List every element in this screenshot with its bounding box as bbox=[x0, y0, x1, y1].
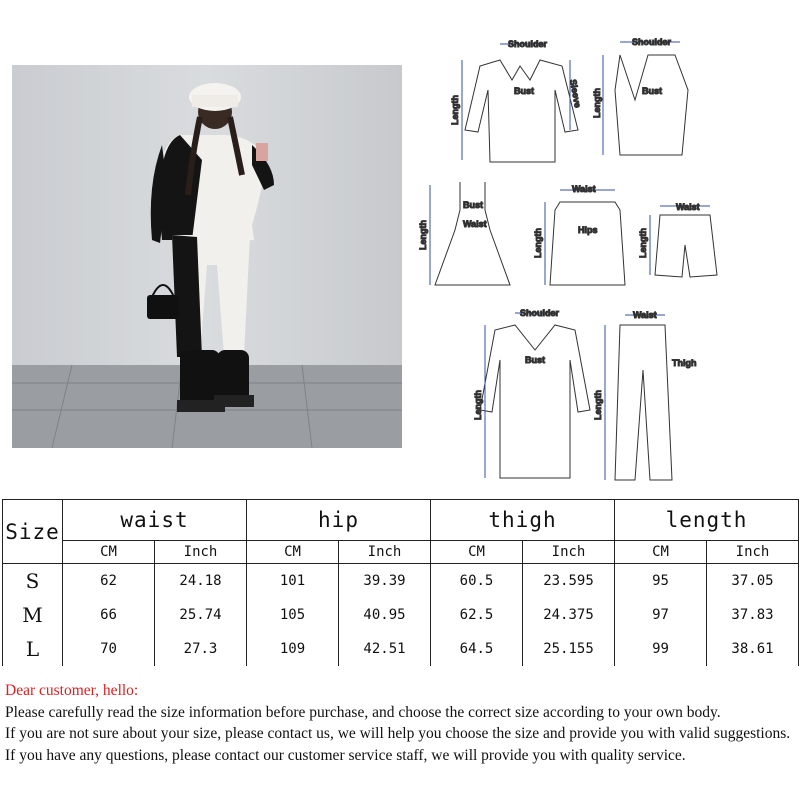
table-cell: 40.95 bbox=[339, 598, 431, 632]
table-cell: 25.74 bbox=[155, 598, 247, 632]
size-label: L bbox=[3, 632, 63, 666]
pants-diagram bbox=[593, 310, 697, 480]
table-cell: 109 bbox=[247, 632, 339, 666]
table-row bbox=[3, 598, 799, 632]
note-line: If you have any questions, please contact our customer service staff, we will provide you with quality service. bbox=[5, 746, 686, 764]
table-cell: 64.5 bbox=[431, 632, 523, 666]
unit-cm: CM bbox=[247, 541, 339, 564]
shorts-waist-label: Waist bbox=[676, 202, 700, 212]
skirt-waist-label: Waist bbox=[572, 184, 596, 194]
shirt-shoulder-label: Shoulder bbox=[508, 39, 548, 49]
note-line: Please carefully read the size information before purchase, and choose the correct size according to your own body. bbox=[5, 703, 721, 721]
table-cell: 101 bbox=[247, 564, 339, 599]
unit-cm: CM bbox=[63, 541, 155, 564]
skirt-length-label: Length bbox=[533, 228, 543, 258]
pants-thigh-label: Thigh bbox=[672, 358, 697, 368]
table-row bbox=[3, 632, 799, 666]
shorts-diagram bbox=[638, 202, 717, 277]
size-table-units-row bbox=[3, 541, 799, 564]
shirt-length-label: Length bbox=[450, 95, 460, 125]
dress-bust-label: Bust bbox=[463, 200, 483, 210]
table-cell: 24.18 bbox=[155, 564, 247, 599]
vest-length-label: Length bbox=[592, 88, 602, 118]
table-cell: 60.5 bbox=[431, 564, 523, 599]
table-cell: 23.595 bbox=[523, 564, 615, 599]
product-photo bbox=[12, 65, 402, 448]
customer-notes bbox=[5, 680, 797, 766]
shirt-sleeve-label: Sleeve bbox=[568, 78, 583, 109]
table-cell: 99 bbox=[615, 632, 707, 666]
table-cell: 37.05 bbox=[707, 564, 799, 599]
table-row bbox=[3, 564, 799, 599]
dress-waist-label: Waist bbox=[463, 219, 487, 229]
skirt-diagram bbox=[533, 184, 625, 285]
vest-bust-label: Bust bbox=[642, 86, 662, 96]
table-cell: 42.51 bbox=[339, 632, 431, 666]
pants-waist-label: Waist bbox=[633, 310, 657, 320]
group-header-length: length bbox=[615, 500, 799, 541]
unit-inch: Inch bbox=[155, 541, 247, 564]
coat-length-label: Length bbox=[473, 390, 483, 420]
vest-diagram bbox=[592, 37, 688, 155]
unit-inch: Inch bbox=[339, 541, 431, 564]
shirt-diagram bbox=[450, 39, 583, 162]
unit-cm: CM bbox=[615, 541, 707, 564]
table-cell: 24.375 bbox=[523, 598, 615, 632]
table-cell: 27.3 bbox=[155, 632, 247, 666]
group-header-hip: hip bbox=[247, 500, 431, 541]
skirt-hips-label: Hips bbox=[578, 225, 598, 235]
shorts-length-label: Length bbox=[638, 228, 648, 258]
size-header: Size bbox=[3, 500, 63, 564]
table-cell: 105 bbox=[247, 598, 339, 632]
pants-length-label: Length bbox=[593, 390, 603, 420]
coat-bust-label: Bust bbox=[525, 355, 545, 365]
unit-inch: Inch bbox=[707, 541, 799, 564]
unit-inch: Inch bbox=[523, 541, 615, 564]
note-line: If you are not sure about your size, please contact us, we will help you choose the size and provide you with valid suggestions. bbox=[5, 725, 791, 743]
unit-cm: CM bbox=[431, 541, 523, 564]
group-header-thigh: thigh bbox=[431, 500, 615, 541]
dress-diagram bbox=[418, 182, 510, 285]
group-header-waist: waist bbox=[63, 500, 247, 541]
greeting-text: Dear customer, hello: bbox=[5, 682, 139, 699]
size-table-header-row bbox=[3, 500, 799, 541]
table-cell: 39.39 bbox=[339, 564, 431, 599]
table-cell: 25.155 bbox=[523, 632, 615, 666]
table-cell: 97 bbox=[615, 598, 707, 632]
table-cell: 95 bbox=[615, 564, 707, 599]
vest-shoulder-label: Shoulder bbox=[632, 37, 672, 47]
table-cell: 37.83 bbox=[707, 598, 799, 632]
table-cell: 66 bbox=[63, 598, 155, 632]
measurement-diagrams bbox=[420, 30, 720, 495]
table-cell: 70 bbox=[63, 632, 155, 666]
size-label: S bbox=[3, 564, 63, 599]
table-cell: 38.61 bbox=[707, 632, 799, 666]
dress-length-label: Length bbox=[418, 220, 428, 250]
coat-shoulder-label: Shoulder bbox=[520, 308, 560, 318]
size-label: M bbox=[3, 598, 63, 632]
coat-diagram bbox=[473, 308, 590, 478]
size-table bbox=[2, 499, 799, 666]
shirt-bust-label: Bust bbox=[514, 86, 534, 96]
table-cell: 62 bbox=[63, 564, 155, 599]
table-cell: 62.5 bbox=[431, 598, 523, 632]
